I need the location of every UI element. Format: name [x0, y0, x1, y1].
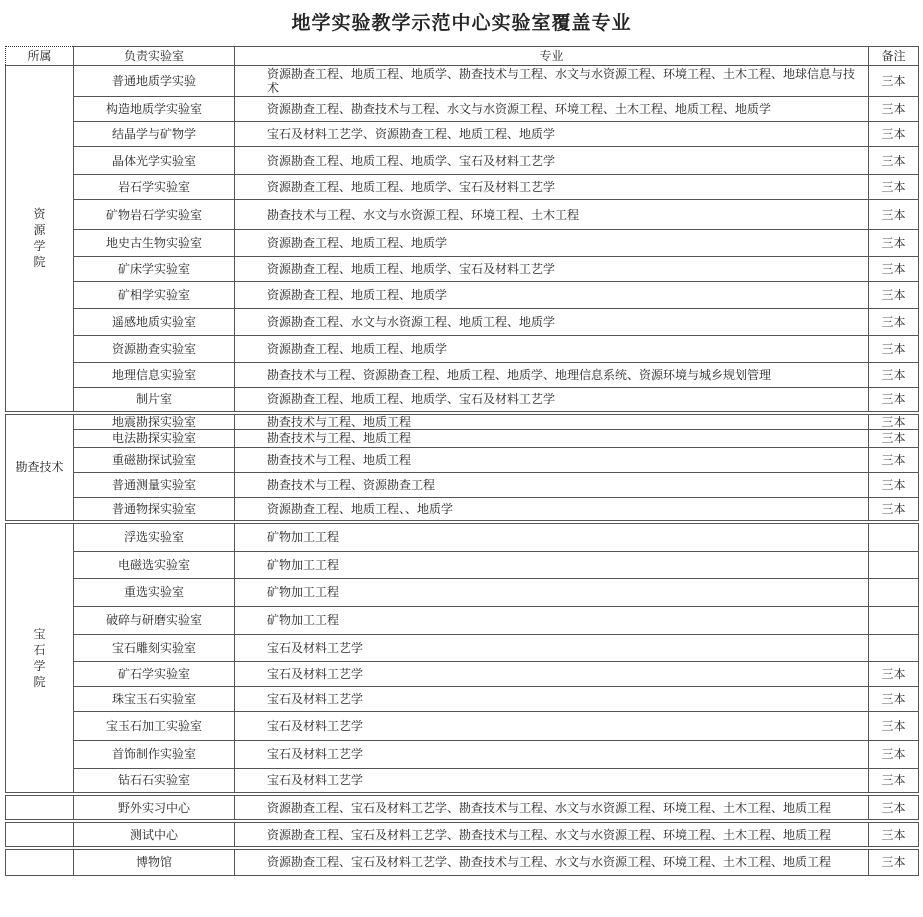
remark-cell: 三本 [869, 497, 919, 522]
table-row [6, 175, 919, 200]
lab-cell: 测试中心 [74, 821, 235, 848]
affiliation-cell [6, 794, 74, 821]
lab-cell: 电磁选实验室 [74, 551, 235, 578]
table-row [6, 336, 919, 363]
table-row [6, 447, 919, 472]
remark-cell: 三本 [869, 429, 919, 447]
lab-cell: 遥感地质实验室 [74, 309, 235, 336]
table-row [6, 66, 919, 97]
table-row [6, 230, 919, 257]
major-cell: 资源勘查工程、宝石及材料工艺学、勘查技术与工程、水文与水资源工程、环境工程、土木工程、地质工程 [235, 848, 869, 875]
lab-cell: 矿床学实验室 [74, 257, 235, 282]
header-affiliation: 所属 [6, 47, 74, 66]
table-row [6, 522, 919, 551]
lab-cell: 钻石石实验室 [74, 768, 235, 794]
table-row [6, 282, 919, 309]
major-cell: 资源勘查工程、宝石及材料工艺学、勘查技术与工程、水文与水资源工程、环境工程、土木工程、地质工程 [235, 821, 869, 848]
major-cell: 资源勘查工程、地质工程、地质学、宝石及材料工艺学 [235, 175, 869, 200]
major-cell: 资源勘查工程、地质工程、地质学 [235, 336, 869, 363]
table-row [6, 200, 919, 230]
lab-cell: 首饰制作实验室 [74, 740, 235, 768]
major-cell: 勘查技术与工程、水文与水资源工程、环境工程、土木工程 [235, 200, 869, 230]
lab-cell: 资源勘查实验室 [74, 336, 235, 363]
major-cell: 宝石及材料工艺学 [235, 768, 869, 794]
remark-cell: 三本 [869, 336, 919, 363]
table-row [6, 634, 919, 661]
remark-cell: 三本 [869, 794, 919, 821]
table-row [6, 497, 919, 522]
affiliation-cell [6, 821, 74, 848]
lab-cell: 岩石学实验室 [74, 175, 235, 200]
remark-cell: 三本 [869, 230, 919, 257]
major-cell: 资源勘查工程、地质工程、地质学 [235, 282, 869, 309]
lab-cell: 晶体光学实验室 [74, 147, 235, 175]
remark-cell: 三本 [869, 388, 919, 413]
remark-cell: 三本 [869, 363, 919, 388]
remark-cell: 三本 [869, 711, 919, 740]
remark-cell: 三本 [869, 661, 919, 686]
major-cell: 资源勘查工程、勘查技术与工程、水文与水资源工程、环境工程、土木工程、地质工程、地质学 [235, 97, 869, 122]
table-body [6, 66, 919, 876]
table-row [6, 848, 919, 875]
lab-cell: 浮选实验室 [74, 522, 235, 551]
major-cell: 勘查技术与工程、地质工程 [235, 447, 869, 472]
remark-cell [869, 578, 919, 606]
lab-cell: 矿物岩石学实验室 [74, 200, 235, 230]
affiliation-cell [6, 848, 74, 875]
table-row [6, 122, 919, 147]
affiliation-cell [6, 66, 74, 413]
table-row [6, 821, 919, 848]
affiliation-label: 勘查技术 [15, 460, 64, 475]
major-cell: 勘查技术与工程、地质工程 [235, 429, 869, 447]
major-cell: 勘查技术与工程、资源勘查工程、地质工程、地质学、地理信息系统、资源环境与城乡规划管理 [235, 363, 869, 388]
major-cell: 勘查技术与工程、地质工程 [235, 413, 869, 430]
header-row [6, 47, 919, 66]
lab-cell: 博物馆 [74, 848, 235, 875]
lab-cell: 宝玉石加工实验室 [74, 711, 235, 740]
major-cell: 宝石及材料工艺学 [235, 661, 869, 686]
affiliation-cell [6, 522, 74, 794]
remark-cell: 三本 [869, 472, 919, 497]
remark-cell: 三本 [869, 282, 919, 309]
table-row [6, 768, 919, 794]
table-row [6, 97, 919, 122]
lab-cell: 电法勘探实验室 [74, 429, 235, 447]
table-row [6, 413, 919, 430]
major-cell: 矿物加工工程 [235, 578, 869, 606]
table-row [6, 429, 919, 447]
lab-cell: 地震勘探实验室 [74, 413, 235, 430]
major-cell: 矿物加工工程 [235, 551, 869, 578]
coverage-table [5, 46, 919, 876]
remark-cell: 三本 [869, 66, 919, 97]
major-cell: 宝石及材料工艺学 [235, 711, 869, 740]
header-lab: 负责实验室 [74, 47, 235, 66]
table-row [6, 472, 919, 497]
remark-cell [869, 606, 919, 634]
remark-cell: 三本 [869, 686, 919, 711]
lab-cell: 普通地质学实验 [74, 66, 235, 97]
major-cell: 宝石及材料工艺学 [235, 740, 869, 768]
major-cell: 宝石及材料工艺学、资源勘查工程、地质工程、地质学 [235, 122, 869, 147]
major-cell: 宝石及材料工艺学 [235, 686, 869, 711]
remark-cell: 三本 [869, 413, 919, 430]
remark-cell: 三本 [869, 768, 919, 794]
table-row [6, 661, 919, 686]
lab-cell: 地理信息实验室 [74, 363, 235, 388]
table-row [6, 551, 919, 578]
major-cell: 矿物加工工程 [235, 522, 869, 551]
major-cell: 资源勘查工程、地质工程、地质学、宝石及材料工艺学 [235, 147, 869, 175]
remark-cell [869, 634, 919, 661]
affiliation-cell [6, 413, 74, 523]
table-row [6, 388, 919, 413]
table-row [6, 686, 919, 711]
lab-cell: 地史古生物实验室 [74, 230, 235, 257]
lab-cell: 矿相学实验室 [74, 282, 235, 309]
table-row [6, 606, 919, 634]
lab-cell: 野外实习中心 [74, 794, 235, 821]
lab-cell: 制片室 [74, 388, 235, 413]
header-major: 专业 [235, 47, 869, 66]
major-cell: 资源勘查工程、宝石及材料工艺学、勘查技术与工程、水文与水资源工程、环境工程、土木工程、地质工程 [235, 794, 869, 821]
table-row [6, 740, 919, 768]
page-title: 地学实验教学示范中心实验室覆盖专业 [291, 12, 632, 34]
major-cell: 宝石及材料工艺学 [235, 634, 869, 661]
lab-cell: 宝石雕刻实验室 [74, 634, 235, 661]
remark-cell: 三本 [869, 821, 919, 848]
remark-cell [869, 551, 919, 578]
lab-cell: 结晶学与矿物学 [74, 122, 235, 147]
major-cell: 资源勘查工程、地质工程、地质学 [235, 230, 869, 257]
lab-cell: 重选实验室 [74, 578, 235, 606]
table-row [6, 147, 919, 175]
major-cell: 资源勘查工程、水文与水资源工程、地质工程、地质学 [235, 309, 869, 336]
major-cell: 资源勘查工程、地质工程、、地质学 [235, 497, 869, 522]
table-row [6, 257, 919, 282]
table-row [6, 578, 919, 606]
table-row [6, 309, 919, 336]
remark-cell: 三本 [869, 97, 919, 122]
remark-cell [869, 522, 919, 551]
lab-cell: 普通物探实验室 [74, 497, 235, 522]
remark-cell: 三本 [869, 740, 919, 768]
major-cell: 矿物加工工程 [235, 606, 869, 634]
major-cell: 勘查技术与工程、资源勘查工程 [235, 472, 869, 497]
affiliation-label: 资源学院 [33, 207, 46, 270]
remark-cell: 三本 [869, 122, 919, 147]
major-cell: 资源勘查工程、地质工程、地质学、宝石及材料工艺学 [235, 388, 869, 413]
lab-cell: 珠宝玉石实验室 [74, 686, 235, 711]
lab-cell: 构造地质学实验室 [74, 97, 235, 122]
header-remark: 备注 [869, 47, 919, 66]
remark-cell: 三本 [869, 200, 919, 230]
table-row [6, 363, 919, 388]
major-cell: 资源勘查工程、地质工程、地质学、勘查技术与工程、水文与水资源工程、环境工程、土木工程、地球信息与技术 [235, 66, 869, 97]
remark-cell: 三本 [869, 175, 919, 200]
table-row [6, 794, 919, 821]
affiliation-label: 宝石学院 [33, 627, 46, 689]
remark-cell: 三本 [869, 257, 919, 282]
lab-cell: 重磁勘探试验室 [74, 447, 235, 472]
remark-cell: 三本 [869, 309, 919, 336]
remark-cell: 三本 [869, 147, 919, 175]
remark-cell: 三本 [869, 447, 919, 472]
remark-cell: 三本 [869, 848, 919, 875]
major-cell: 资源勘查工程、地质工程、地质学、宝石及材料工艺学 [235, 257, 869, 282]
lab-cell: 矿石学实验室 [74, 661, 235, 686]
lab-cell: 破碎与研磨实验室 [74, 606, 235, 634]
lab-cell: 普通测量实验室 [74, 472, 235, 497]
table-row [6, 711, 919, 740]
